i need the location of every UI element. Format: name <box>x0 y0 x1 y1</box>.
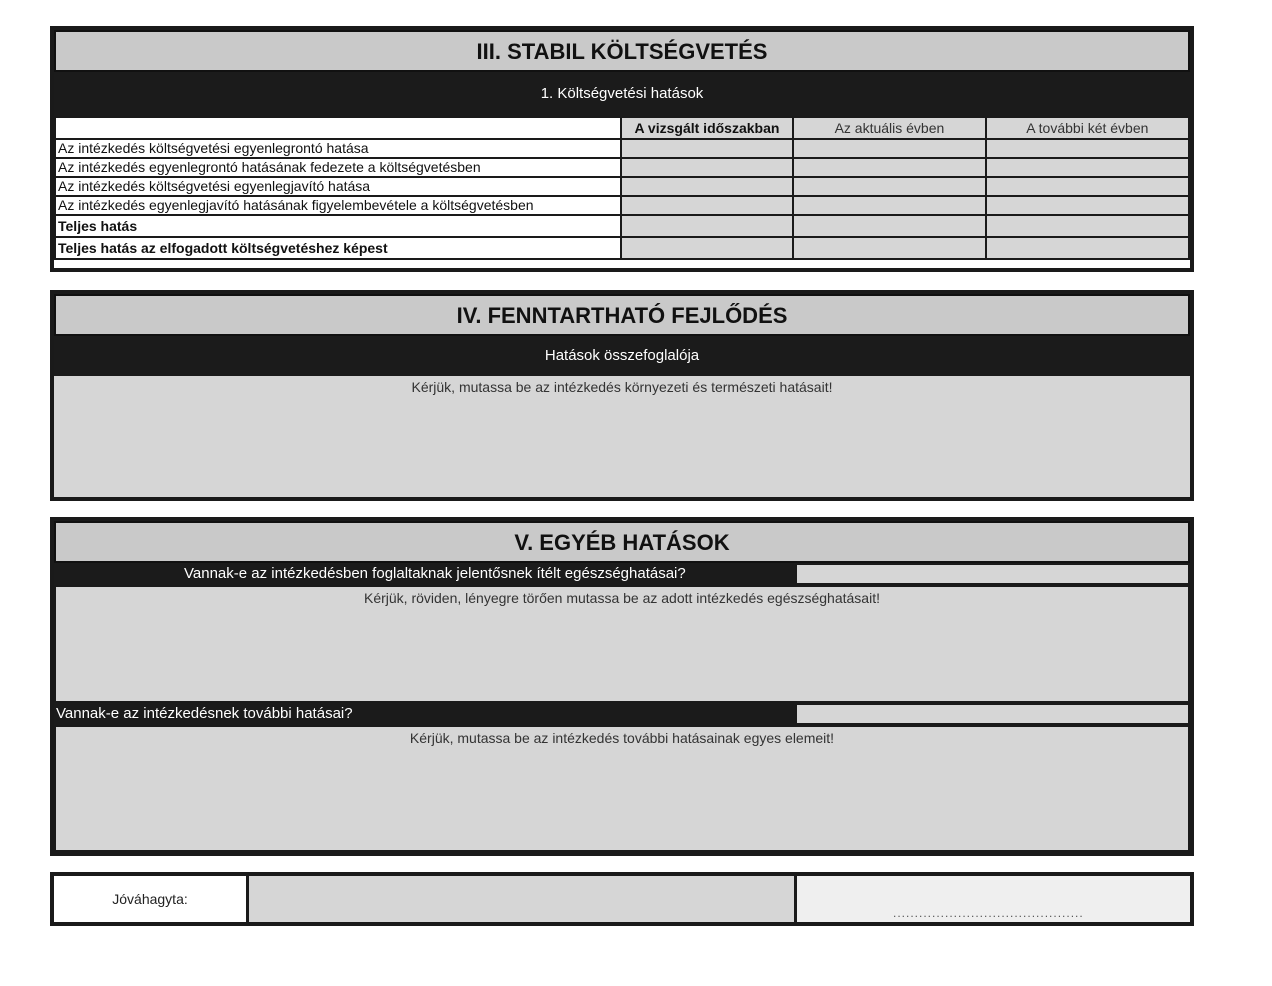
environmental-impact-textarea[interactable] <box>54 376 1190 497</box>
value-cell[interactable] <box>793 196 985 215</box>
other-impact-answer-field[interactable] <box>795 703 1190 725</box>
row-label: Teljes hatás <box>55 215 621 237</box>
section-stable-budget <box>50 26 1194 272</box>
health-impact-question-row <box>54 563 1190 585</box>
value-cell[interactable] <box>986 177 1189 196</box>
row-label: Az intézkedés költségvetési egyenlegjavító hatása <box>55 177 621 196</box>
table-row <box>55 139 1189 158</box>
value-cell[interactable] <box>793 237 985 259</box>
section-subtitle: 1. Költségvetési hatások <box>54 72 1190 116</box>
row-label: Az intézkedés egyenlegjavító hatásának figyelembevétele a költségvetésben <box>55 196 621 215</box>
value-cell[interactable] <box>986 215 1189 237</box>
section-subtitle: Hatások összefoglalója <box>54 336 1190 376</box>
value-cell[interactable] <box>621 237 794 259</box>
textarea-prompt: Kérjük, mutassa be az intézkedés további hatásainak egyes elemeit! <box>409 730 835 746</box>
approval-box <box>50 872 1194 926</box>
signature-line: ............................................ <box>893 906 1084 920</box>
row-label: Az intézkedés egyenlegrontó hatásának fedezete a költségvetésben <box>55 158 621 177</box>
row-label: Teljes hatás az elfogadott költségvetéshez képest <box>55 237 621 259</box>
value-cell[interactable] <box>793 158 985 177</box>
other-impact-question: Vannak-e az intézkedésnek további hatásai? <box>54 703 795 725</box>
value-cell[interactable] <box>621 139 794 158</box>
signature-field[interactable] <box>797 876 1190 922</box>
approver-name-field[interactable] <box>249 876 797 922</box>
column-header: Az aktuális évben <box>793 117 985 139</box>
table-header-row <box>55 117 1189 139</box>
table-row <box>55 177 1189 196</box>
other-impact-textarea[interactable] <box>54 725 1190 852</box>
table-row-total-vs-budget <box>55 237 1189 259</box>
value-cell[interactable] <box>986 158 1189 177</box>
column-header: A vizsgált időszakban <box>621 117 794 139</box>
value-cell[interactable] <box>621 215 794 237</box>
health-impact-textarea[interactable] <box>54 585 1190 703</box>
value-cell[interactable] <box>986 139 1189 158</box>
table-row <box>55 158 1189 177</box>
section-title: V. EGYÉB HATÁSOK <box>54 521 1190 563</box>
budget-table <box>54 116 1190 260</box>
value-cell[interactable] <box>986 237 1189 259</box>
section-title: IV. FENNTARTHATÓ FEJLŐDÉS <box>54 294 1190 336</box>
table-corner <box>55 117 621 139</box>
table-row-total <box>55 215 1189 237</box>
table-row <box>55 196 1189 215</box>
value-cell[interactable] <box>793 215 985 237</box>
textarea-prompt: Kérjük, mutassa be az intézkedés környezeti és természeti hatásait! <box>411 379 833 395</box>
value-cell[interactable] <box>621 196 794 215</box>
value-cell[interactable] <box>621 177 794 196</box>
health-impact-answer-field[interactable] <box>795 563 1190 585</box>
approval-label: Jóváhagyta: <box>54 876 249 922</box>
textarea-prompt: Kérjük, röviden, lényegre törően mutassa be az adott intézkedés egészséghatásait! <box>364 590 880 606</box>
other-impact-question-row <box>54 703 1190 725</box>
section-other-impacts <box>50 517 1194 856</box>
health-impact-question: Vannak-e az intézkedésben foglaltaknak jelentősnek ítélt egészséghatásai? <box>54 563 795 585</box>
column-header: A további két évben <box>986 117 1189 139</box>
value-cell[interactable] <box>793 177 985 196</box>
value-cell[interactable] <box>793 139 985 158</box>
row-label: Az intézkedés költségvetési egyenlegrontó hatása <box>55 139 621 158</box>
value-cell[interactable] <box>621 158 794 177</box>
section-title: III. STABIL KÖLTSÉGVETÉS <box>54 30 1190 72</box>
section-sustainable-development <box>50 290 1194 501</box>
value-cell[interactable] <box>986 196 1189 215</box>
